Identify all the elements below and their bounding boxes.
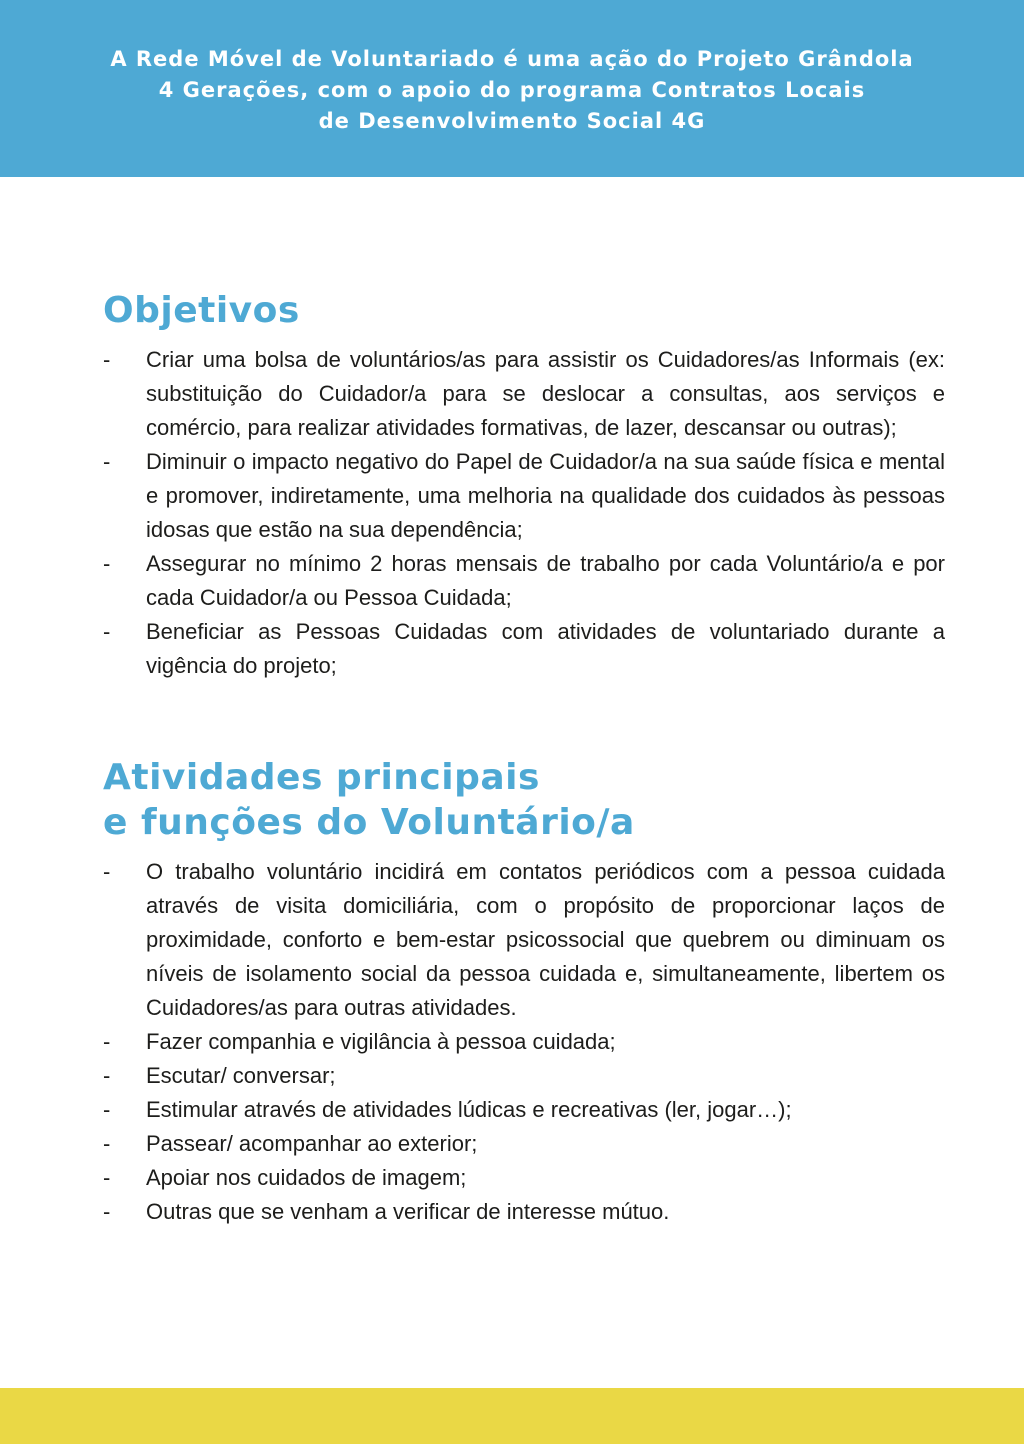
list-item [103,1059,945,1093]
objetivos-list [103,343,945,683]
list-item [103,445,945,547]
dash-bullet: - [103,347,111,372]
dash-bullet: - [103,1165,111,1190]
dash-bullet: - [103,1199,111,1224]
atividades-title-line: e funções do Voluntário/a [103,802,635,843]
banner-text-line: 4 Gerações, com o apoio do programa Contratos Locais [158,78,866,102]
banner-text-line: de Desenvolvimento Social 4G [318,109,706,133]
atividades-title [103,755,945,845]
objetivos-title: Objetivos [103,290,300,331]
dash-bullet: - [103,619,111,644]
list-item-text: Apoiar nos cuidados de imagem; [146,1165,467,1190]
top-banner [0,0,1024,177]
list-item-text: Estimular através de atividades lúdicas e recreativas (ler, jogar…); [146,1097,792,1122]
list-item-text: O trabalho voluntário incidirá em contatos periódicos com a pessoa cuidada através de visita domiciliária, com o propósito de proporcionar laços de proximidade, conforto e bem-estar psicossocial que quebrem ou diminuam os níveis de isolamento social da pessoa cuidada e, simultaneamente, libertem os Cuidadores/as para outras atividades. [146,859,945,1020]
list-item [103,1093,945,1127]
atividades-section [103,755,945,1229]
list-item-text: Passear/ acompanhar ao exterior; [146,1131,478,1156]
atividades-title-line: Atividades principais [103,757,540,798]
list-item [103,1161,945,1195]
dash-bullet: - [103,1097,111,1122]
dash-bullet: - [103,551,111,576]
list-item [103,1025,945,1059]
atividades-list [103,855,945,1229]
list-item [103,343,945,445]
list-item-text: Outras que se venham a verificar de interesse mútuo. [146,1199,670,1224]
list-item [103,1127,945,1161]
dash-bullet: - [103,859,111,884]
document-content [103,288,945,1229]
list-item-text: Escutar/ conversar; [146,1063,336,1088]
list-item-text: Criar uma bolsa de voluntários/as para assistir os Cuidadores/as Informais (ex: substituição do Cuidador/a para se deslocar a consultas, aos serviços e comércio, para realizar atividades formativas, de lazer, descansar ou outras); [146,347,945,440]
bottom-color-bar [0,1388,1024,1444]
list-item [103,855,945,1025]
list-item-text: Beneficiar as Pessoas Cuidadas com atividades de voluntariado durante a vigência do projeto; [146,619,945,678]
dash-bullet: - [103,449,111,474]
list-item [103,1195,945,1229]
list-item-text: Assegurar no mínimo 2 horas mensais de trabalho por cada Voluntário/a e por cada Cuidador/a ou Pessoa Cuidada; [146,551,945,610]
banner-text-line: A Rede Móvel de Voluntariado é uma ação do Projeto Grândola [110,47,914,71]
dash-bullet: - [103,1029,111,1054]
list-item [103,547,945,615]
dash-bullet: - [103,1131,111,1156]
objetivos-section [103,288,945,683]
list-item-text: Fazer companhia e vigilância à pessoa cuidada; [146,1029,616,1054]
list-item [103,615,945,683]
list-item-text: Diminuir o impacto negativo do Papel de Cuidador/a na sua saúde física e mental e promover, indiretamente, uma melhoria na qualidade dos cuidados às pessoas idosas que estão na sua dependência; [146,449,945,542]
dash-bullet: - [103,1063,111,1088]
